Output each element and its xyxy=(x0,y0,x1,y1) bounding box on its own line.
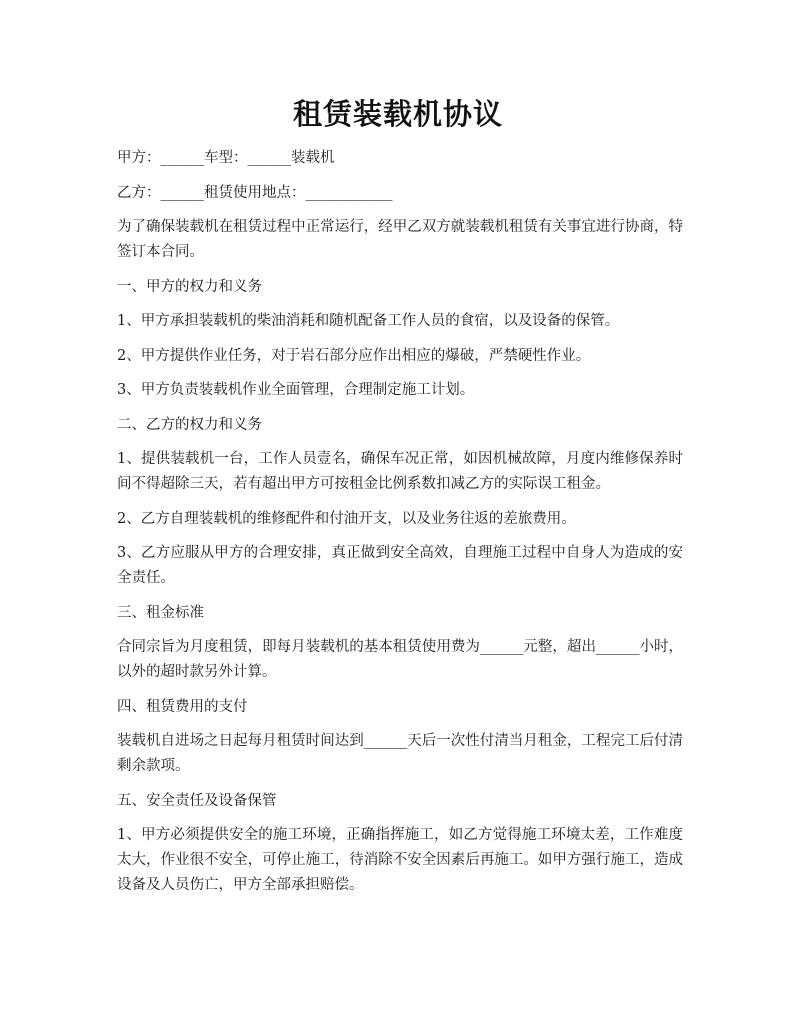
document-body xyxy=(117,146,683,908)
section-heading-4: 四、租赁费用的支付 xyxy=(117,698,248,715)
section-heading-1: 一、甲方的权力和义务 xyxy=(117,278,262,295)
section-1-item-2: 2、甲方提供作业任务，对于岩石部分应作出相应的爆破，严禁硬性作业。 xyxy=(117,347,591,364)
section-4-paragraph: 装载机自进场之日起每月租赁时间达到______天后一次性付清当月租金，工程完工后付清剩余款项。 xyxy=(117,733,683,774)
preamble-paragraph: 为了确保装载机在租赁过程中正常运行，经甲乙双方就装载机租赁有关事宜进行协商，特签订本合同。 xyxy=(117,219,683,260)
document-title: 租赁装载机协议 xyxy=(292,97,503,131)
section-heading-5: 五、安全责任及设备保管 xyxy=(117,792,277,809)
section-heading-2: 二、乙方的权力和义务 xyxy=(117,416,262,433)
section-heading-3: 三、租金标准 xyxy=(117,604,204,621)
section-2-item-1: 1、提供装载机一台，工作人员壹名，确保车况正常，如因机械故障，月度内维修保养时间不得超除三天，若有超出甲方可按租金比例系数扣减乙方的实际误工租金。 xyxy=(117,451,683,492)
section-5-item-1: 1、甲方必须提供安全的施工环境，正确指挥施工，如乙方觉得施工环境太差，工作难度太大，作业很不安全，可停止施工，待消除不安全因素后再施工。如甲方强行施工，造成设备及人员伤亡，甲方全部承担赔偿。 xyxy=(117,827,683,893)
section-1-item-1: 1、甲方承担装载机的柴油消耗和随机配备工作人员的食宿，以及设备的保管。 xyxy=(117,313,620,329)
party-b-line: 乙方：______租赁使用地点：____________ xyxy=(117,184,393,201)
section-1-item-3: 3、甲方负责装载机作业全面管理，合理制定施工计划。 xyxy=(117,382,475,398)
section-3-paragraph: 合同宗旨为月度租赁，即每月装载机的基本租赁使用费为______元整，超出______小时，以外的超时款另外计算。 xyxy=(117,639,683,680)
party-a-line: 甲方：______车型：______装载机 xyxy=(117,150,335,166)
section-2-item-3: 3、乙方应服从甲方的合理安排，真正做到安全高效，自理施工过程中自身人为造成的安全责任。 xyxy=(117,545,683,586)
section-2-item-2: 2、乙方自理装载机的维修配件和付油开支，以及业务往返的差旅费用。 xyxy=(117,510,576,527)
